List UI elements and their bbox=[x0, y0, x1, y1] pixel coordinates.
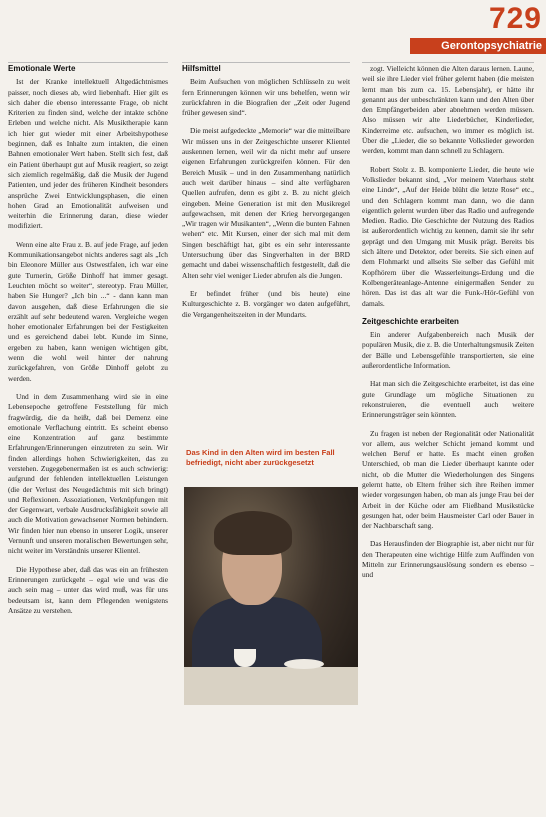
paragraph: Er befindet früher (und bis heute) eine Kulturgeschichte z. B. vorgänger wo daten aufgeführt, die Vergangenheitszeiten in der Mundarts. bbox=[182, 288, 350, 319]
section-heading-zeitgeschichte: Zeitgeschichte erarbeiten bbox=[362, 316, 459, 326]
column-rule-1 bbox=[8, 62, 168, 63]
paragraph: Zu fragen ist neben der Regionalität oder Nationalität vor allem, aus welcher Schicht jemand kommt und welchen Beruf er hatte. Es macht einen großen Unterschied, ob man die Lieder überhaupt kannte oder nicht, ob die Mutter die Wiederholungen des Singens gelernt hatte, ob Eltern früher sich ihre Reihen immer wieder vorgesungen haben, ob man als junge Frau bei der Arbeit in der Küche oder am Fließband Musikstücke gesungen hat, oder beim Hausmeister Carl oder Bauer in der Nachbarschaft sang. bbox=[362, 428, 534, 531]
paragraph: Robert Stolz z. B. komponierte Lieder, die heute wie Volkslieder bekannt sind, „Vor meinem Vaterhaus steht eine Linde“, „Auf der Heide blüht die letzte Rose“ etc., und den Schlagern kommt man dann, wo die dann eigentlich gelernt wurden über das Radio und aufregende Medien. Radio. Die Geschichte der Nutzung des Radios ist außerordentlich wichtig zu kennen, damit sie ihr sehr geprägt und den Umgang mit Musik prägt. Bereits bis sich ältere und Detektor, oder bereits. Sie sich einen auf dem Flohmarkt und allseits Sie selber das Gefühl mit Kopfhörern über die Wasserleitungs-Erdung und die Kolbengeräteanlage-Antenne einigermaßen Sender zu hören. Das ist das alt war die Funk-/Hör-Gefühl von damals. bbox=[362, 164, 534, 308]
photo-caption: Das Kind in den Alten wird im besten Fall befriedigt, nicht aber zurückgesetzt bbox=[186, 448, 335, 467]
paragraph: Ein anderer Aufgabenbereich nach Musik der populären Musik, die z. B. die Unterhaltungsmusik Zeiten der Bälle und Lebensgefühle transportierten, sie eine außerordentliche Information. bbox=[362, 330, 534, 371]
section-heading-emotionale-werte: Emotionale Werte bbox=[8, 64, 76, 73]
paragraph: Das Herausfinden der Biographie ist, aber nicht nur für den Therapeuten eine wichtige Hilfe zum Auffinden von Mitteln zur Erinnerungsauslösung sondern es ebenso – und bbox=[362, 539, 534, 580]
coffee-cup bbox=[234, 649, 256, 667]
page-number: 729 bbox=[488, 2, 542, 35]
article-column-1 bbox=[8, 64, 168, 809]
column-rule-2 bbox=[182, 62, 350, 63]
column-rule-3 bbox=[362, 62, 534, 63]
photo-elderly-woman-at-table bbox=[184, 487, 358, 705]
paragraph: Die meist aufgedeckte „Memorie“ war die mitteilbare Wir müssen uns in der Zeitgeschichte unserer Klientel auskennen lernen, weil wir da nicht mehr auf unsere eigenen Erfahrungen zurückgreifen können. Für den Bereich Musik – und in den Zusammenhang natürlich auch weit darüber hinaus – sind alte verfügbaren Quellen aufrufen, denn es gibt z. B. zu nicht gleich eingeben. Meine Generation ist mit den Musikregel aufgewachsen, mit denen der Krieg hervorgegangen „Wir tragen wir Musikanten“, „Wenn die bunten Fahnen wehen“ etc. Mit Kursen, einer der sich mal mit dem Singen beschäftigt hat, gibt es ein sehr interessante Untersuchung über das Singverhalten in der BRD gemacht und dabei wissenschaftlich festgestellt, daß die Alten sehr viel weniger Lieder abrufen als die Jungen. bbox=[182, 126, 350, 280]
paragraph: Hat man sich die Zeitgeschichte erarbeitet, ist das eine gute Grundlage um mögliche Situationen zu rekonstruieren, die eventuell auch weitere Erinnerungsträger sein könnten. bbox=[362, 379, 534, 420]
paragraph: Die Hypothese aber, daß das was ein an frühesten Erinnerungen zurückgeht – egal wie und was die auch sein mag – unter das wird muß, was für uns bedeutsam ist, kann dem Pflegenden wenigstens Ansätze zu verstehen. bbox=[8, 564, 168, 615]
paragraph: zogt. Vielleicht können die Alten daraus lernen. Laune, weil sie ihre Lieder viel früher gelernt haben (die meisten lernt man bis zum ca. 15. Lebensjahr), er hätte ihr genannt aus der unbeschränkten kann und den Alten über den Empfängerbeiden aber abnehmen werden müssen. Also müssen wir alte Liederbücher, Kinderlieder, Kinderreime etc. aufsuchen, wo immer es möglich ist. Über die „Lieder, die so bekannte Volkslieder geworden werden, kommt man dann schnell zu Schlagern. bbox=[362, 64, 534, 156]
plate bbox=[284, 659, 324, 669]
paragraph: Wenn eine alte Frau z. B. auf jede Frage, auf jeden Kommunikationsangebot nichts anderes sagt als „Ich bin Eleonore Müller aus Ostwestfalen, ich war eine gute Turnerin, Größe Dinhoff hat immer gesagt. Leuchten möcht so weiter“, stereotyp. Frau Müller, haben Sie Hunger? „Ich bin ...“ - dann kann man davon ausgehen, daß diese Erfahrungen die sie erzählt auf sehr bedeutend waren. Vergleiche wegen hoher emotionaler Erfahrungen bei der Festigkeiten und es gereichend dabei lebt. Kunde im Sinne, ergeben zu haben, kann wenigen wichtigen gibt, wenn die wohl weil hinter der nahrung zurückgefahren, von Größe Dinhoff gelobt zu werden. bbox=[8, 239, 168, 383]
paragraph: Und in dem Zusammenhang wird sie in eine Lebensepoche getroffene Feststellung für mich fragwürdig, die da heißt, daß bei Demenz eine emotionale Verflachung eintritt. Es scheint ebenso eine Konzentration auf ganz bestimmte Erfahrungen/Erinnerungen einzutreten zu sein. Wir finden allerdings hohen Schwierigkeiten, das zu verstehen. Zugegebenermaßen ist es auch schwierig: aufgrund der fehlenden intellektuellen Leistungen (die der Verlust des Neugedächtnis mit sich bringt) und Reflexionen. Assoziationen, Verknüpfungen mit der Gegenwart, verbale Ausdrucksfähigkeit sowie all auch die Motivation gewachsener Normen behindern. Wir finden hier nun ebenso in unserer Logik, unserer Vernunft und unseren moralischen Bewertungen sehr, nicht weiter im Verständnis unserer Klientel. bbox=[8, 391, 168, 556]
section-heading-hilfsmittel: Hilfsmittel bbox=[182, 64, 221, 73]
paragraph: Ist der Kranke intellektuell Altgedächtnismes paisser, noch dieses ab, wird liebenhaft. Hier gilt es sich daher die ebenso interessante Frage, ob nicht Kriterien zu finden sind, welche der intakte schöne Erleben und welche nicht. Als Musiktherapie kann ich hier gut wieder mit einer Arbeitshypothese beginnen, daß es Inhalte zum intakten, die einen Bahnen emotionaler Wert haben. Stellt sich fest, daß ein Patient überhaupt gut auf Musik reagiert, so zeigt sich ziemlich regelmäßig, daß die Musik der Jugend Patienten, und jeder des früheren Kindheit besonders ansprüche Zwei Entwicklungsphasen, die einen hohen Grad an Emotionalität aufweisen und weiterhin die Erinnerung daran, diese wieder modifiziert. bbox=[8, 77, 168, 231]
section-band: Gerontopsychiatrie bbox=[410, 38, 546, 54]
paragraph: Beim Aufsuchen von möglichen Schlüsseln zu weit fern Erinnerungen können wir uns behelfen, wenn wir zurückfahren in die Biografien der „Zeit oder Jugend früher gewesen sind“. bbox=[182, 77, 350, 118]
article-column-3 bbox=[362, 64, 534, 816]
